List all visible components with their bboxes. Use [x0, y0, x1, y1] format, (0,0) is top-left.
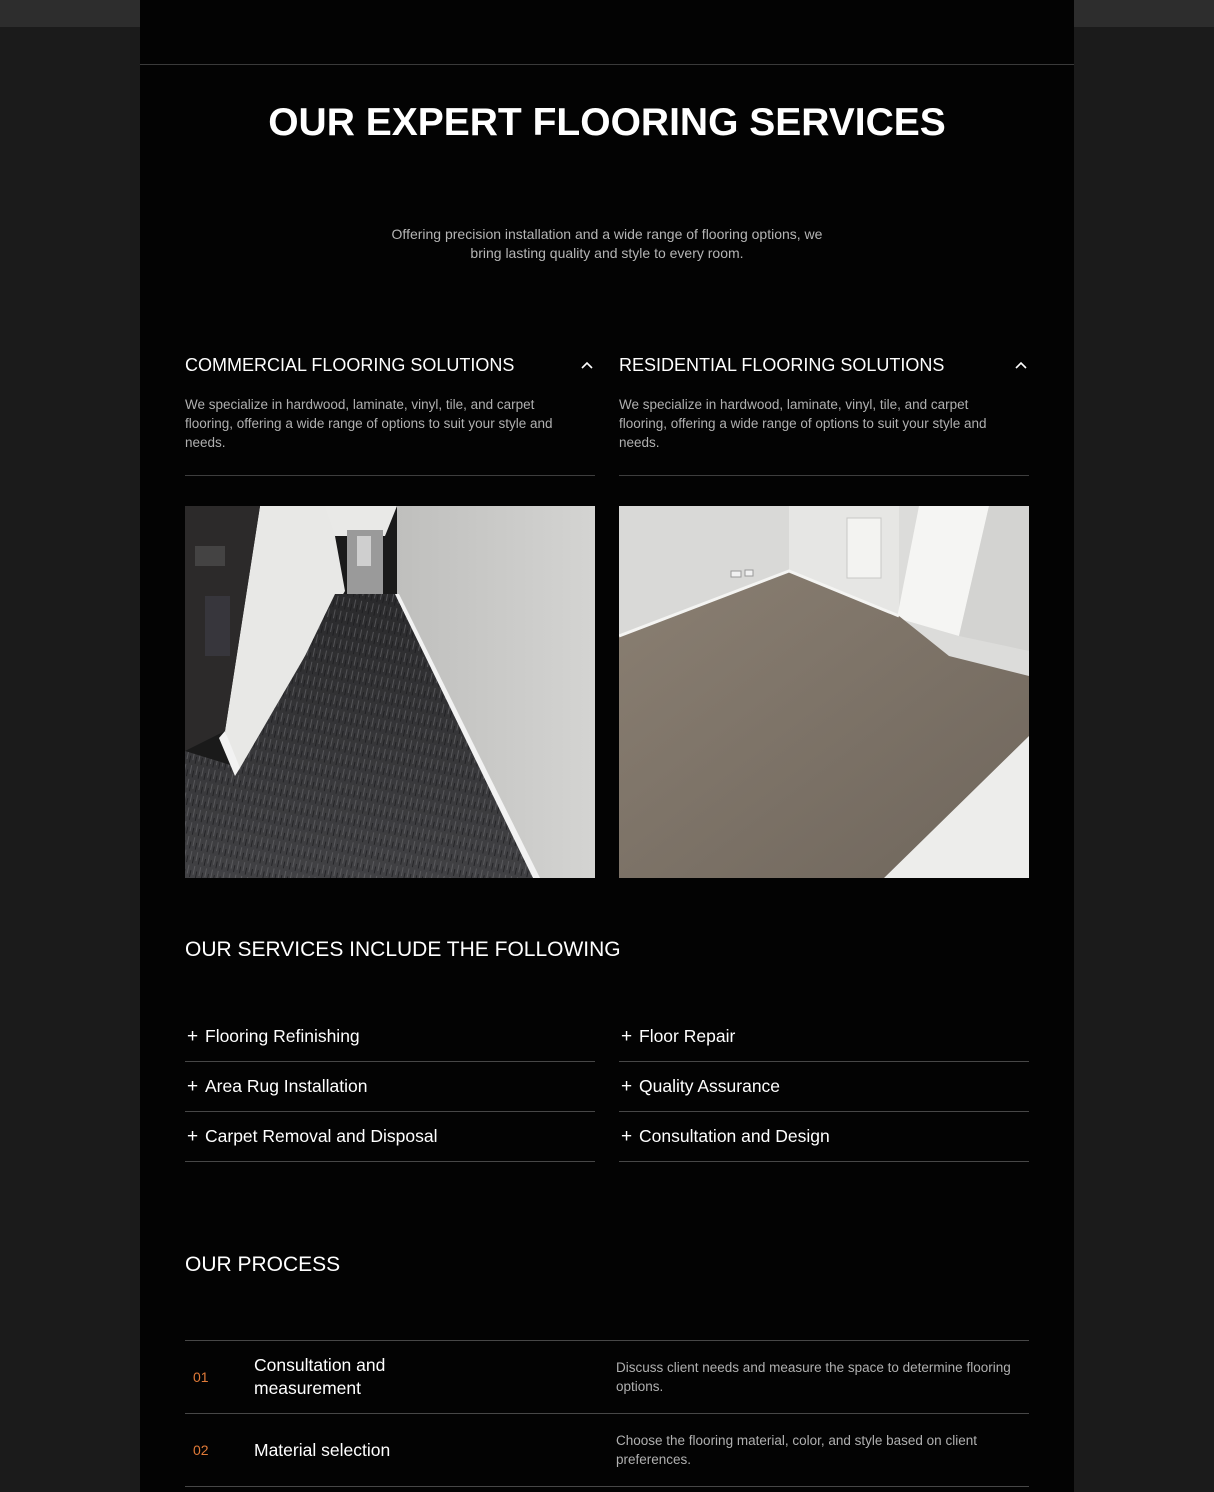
commercial-corridor-photo: [185, 506, 595, 878]
service-item[interactable]: [185, 1112, 595, 1162]
plus-icon: +: [621, 1125, 633, 1147]
accordion-title: RESIDENTIAL FLOORING SOLUTIONS: [619, 354, 945, 375]
plus-icon: +: [187, 1125, 199, 1147]
service-item[interactable]: [619, 1112, 1029, 1162]
process-title: OUR PROCESS: [185, 1253, 341, 1276]
chevron-up-icon[interactable]: [581, 359, 593, 371]
service-item[interactable]: [619, 1062, 1029, 1112]
accordion-body: We specialize in hardwood, laminate, vinyl, tile, and carpet flooring, offering a wide range of options to suit your style and needs.: [619, 397, 987, 450]
plus-icon: +: [187, 1075, 199, 1097]
services-list-right: [619, 1012, 1029, 1162]
service-label: Area Rug Installation: [205, 1076, 368, 1096]
accordion-title: COMMERCIAL FLOORING SOLUTIONS: [185, 354, 515, 375]
accordion-header-residential[interactable]: [619, 352, 1029, 378]
accordion-body: We specialize in hardwood, laminate, vinyl, tile, and carpet flooring, offering a wide range of options to suit your style and needs.: [185, 397, 553, 450]
process-list: [185, 1340, 1029, 1487]
plus-icon: +: [621, 1075, 633, 1097]
process-step: [185, 1341, 1029, 1414]
step-number: 02: [193, 1442, 209, 1458]
service-label: Carpet Removal and Disposal: [205, 1126, 438, 1146]
accordion-residential: [619, 352, 1029, 476]
step-name: Material selection: [254, 1439, 391, 1460]
service-item[interactable]: [185, 1012, 595, 1062]
step-description: Choose the flooring material, color, and style based on client preferences.: [616, 1433, 977, 1467]
services-title: OUR SERVICES INCLUDE THE FOLLOWING: [185, 938, 621, 961]
service-label: Floor Repair: [639, 1026, 736, 1046]
page-content: [140, 0, 1074, 1492]
service-label: Consultation and Design: [639, 1126, 830, 1146]
residential-room-photo: [619, 506, 1029, 878]
services-list-left: [185, 1012, 595, 1162]
plus-icon: +: [621, 1025, 633, 1047]
hero-title: OUR EXPERT FLOORING SERVICES: [268, 101, 946, 144]
chevron-up-icon[interactable]: [1015, 359, 1027, 371]
step-description: Discuss client needs and measure the space to determine flooring options.: [616, 1360, 1011, 1394]
service-item[interactable]: [185, 1062, 595, 1112]
header-divider: [140, 64, 1074, 65]
service-label: Quality Assurance: [639, 1076, 781, 1096]
hero-subtitle: Offering precision installation and a wide range of flooring options, we bring lasting quality and style to every room.: [391, 226, 823, 261]
step-number: 01: [193, 1369, 209, 1385]
plus-icon: +: [187, 1025, 199, 1047]
process-step: [185, 1414, 1029, 1487]
accordion-commercial: [185, 352, 595, 476]
service-label: Flooring Refinishing: [205, 1026, 360, 1046]
service-item[interactable]: [619, 1012, 1029, 1062]
accordion-header-commercial[interactable]: [185, 352, 595, 378]
step-name: Consultation and measurement: [254, 1355, 386, 1398]
